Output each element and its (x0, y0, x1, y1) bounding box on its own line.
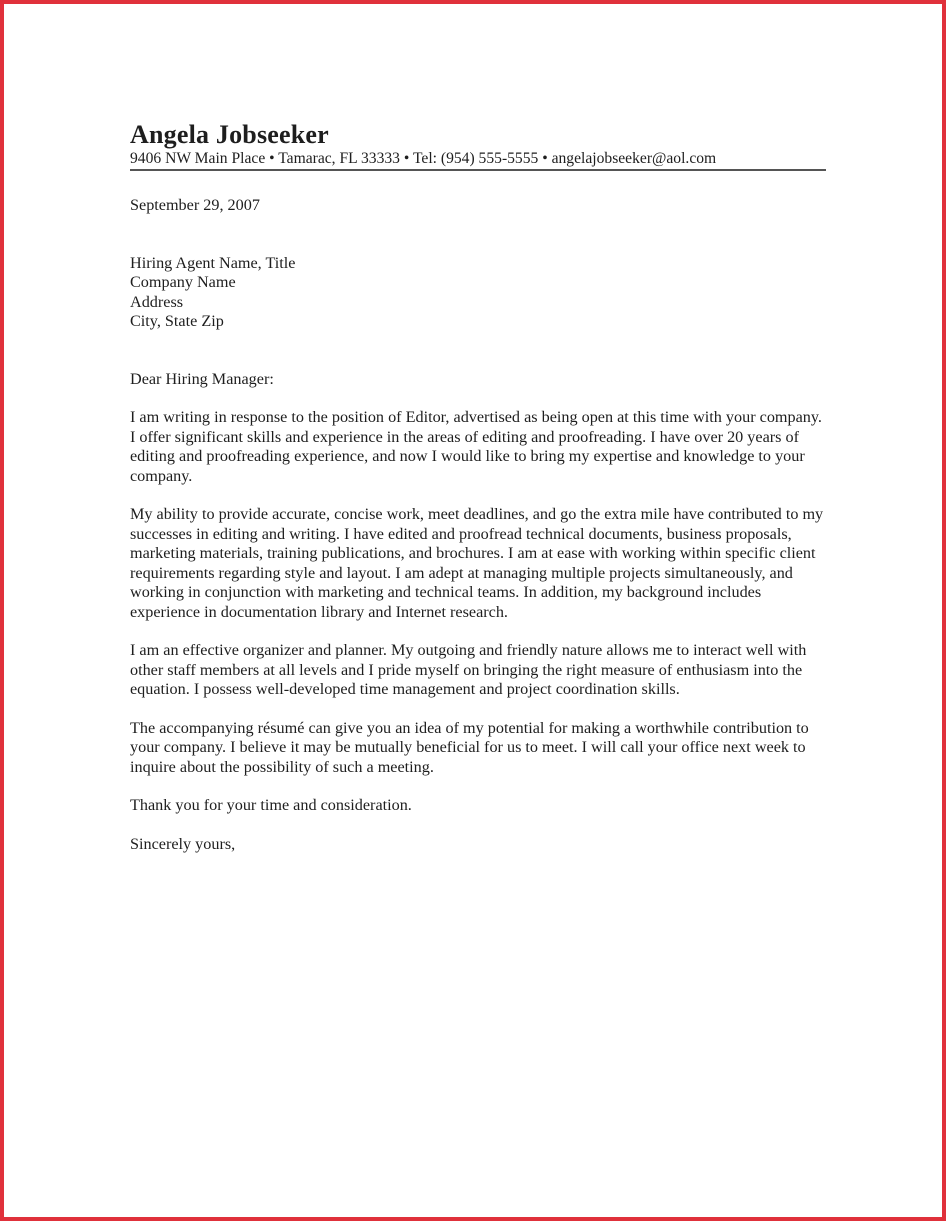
recipient-name-title: Hiring Agent Name, Title (130, 253, 296, 272)
closing-thanks: Thank you for your time and consideration. (130, 796, 412, 814)
body-paragraph-2: My ability to provide accurate, concise work, meet deadlines, and go the extra mile have contributed to my successes in editing and writing. I have edited and proofread technical documents, business proposals, marketing materials, training publications, and brochures. I am at ease with working within specific client requirements regarding style and layout. I am adept at managing multiple projects simultaneously, and working in conjunction with marketing and technical teams. In addition, my background includes experience in documentation library and Internet research. (130, 505, 824, 621)
signoff: Sincerely yours, (130, 834, 236, 853)
body-paragraph-1: I am writing in response to the position of Editor, advertised as being open at this time with your company. I offer significant skills and experience in the areas of editing and proofreading. I have over 20 years of editing and proofreading experience, and now I would like to bring my expertise and knowledge to your company. (130, 408, 822, 485)
body-paragraph-3: I am an effective organizer and planner. My outgoing and friendly nature allows me to interact well with other staff members at all levels and I pride myself on bringing the right measure of enthusiasm into the equation. I possess well-developed time management and project coordination skills. (130, 641, 807, 698)
salutation: Dear Hiring Manager: (130, 369, 274, 388)
recipient-company: Company Name (130, 273, 236, 291)
recipient-address (130, 254, 830, 332)
sender-contact-line: 9406 NW Main Place • Tamarac, FL 33333 • Tel: (954) 555-5555 • angelajobseeker@aol.com (130, 150, 717, 167)
sender-name: Angela Jobseeker (130, 120, 329, 149)
letter-date: September 29, 2007 (130, 196, 260, 214)
recipient-street: Address (130, 292, 184, 311)
body-paragraph-4: The accompanying résumé can give you an idea of my potential for making a worthwhile contribution to your company. I believe it may be mutually beneficial for us to meet. I will call your office next week to inquire about the possibility of such a meeting. (130, 718, 809, 776)
recipient-city-state-zip: City, State Zip (130, 312, 224, 330)
cover-letter (130, 120, 830, 854)
letterhead (130, 120, 830, 171)
letterhead-divider (130, 169, 826, 171)
